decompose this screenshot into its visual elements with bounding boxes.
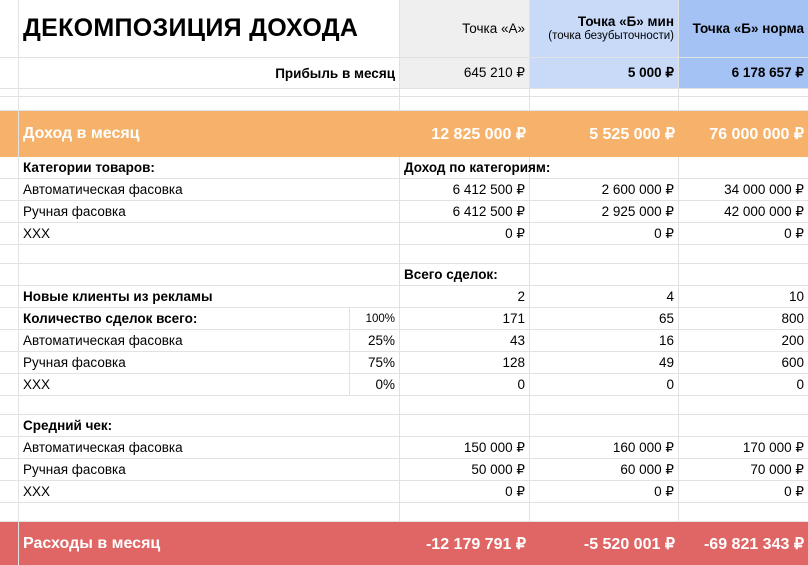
empty-cell <box>400 97 530 110</box>
profit-a[interactable]: 645 210 ₽ <box>400 58 530 88</box>
deal-category-b-norm[interactable]: 0 <box>796 377 804 392</box>
table-row <box>0 179 808 201</box>
empty-cell <box>530 415 679 436</box>
deal-category-name[interactable]: Автоматическая фасовка <box>19 330 350 351</box>
table-row <box>0 481 808 503</box>
empty-cell <box>679 89 808 96</box>
deal-category-pct[interactable]: 25% <box>350 330 400 351</box>
category-b-min[interactable]: 2 925 000 ₽ <box>530 201 679 222</box>
empty-cell <box>19 396 400 414</box>
empty-cell <box>530 89 679 96</box>
category-a[interactable]: 0 ₽ <box>400 223 530 244</box>
empty-cell <box>19 503 400 521</box>
avg-check-name[interactable]: Автоматическая фасовка <box>19 437 400 458</box>
deal-category-pct[interactable]: 75% <box>350 352 400 373</box>
row-gutter <box>0 437 19 458</box>
avg-check-a[interactable]: 150 000 ₽ <box>400 437 530 458</box>
avg-check-b-min[interactable]: 0 ₽ <box>530 481 679 502</box>
row-gutter <box>0 415 19 436</box>
empty-cell <box>19 89 400 96</box>
total-deals-a[interactable]: 171 <box>400 308 530 329</box>
table-row <box>0 308 808 330</box>
row-gutter <box>0 481 19 502</box>
avg-check-header-row <box>0 415 808 437</box>
table-row <box>0 437 808 459</box>
profit-b-min[interactable]: 5 000 ₽ <box>530 58 679 88</box>
avg-check-label[interactable]: Средний чек: <box>19 415 400 436</box>
table-row <box>0 201 808 223</box>
total-deals-b-norm[interactable]: 800 <box>781 311 804 326</box>
empty-cell <box>530 396 679 414</box>
deal-category-b-norm[interactable]: 200 <box>781 333 804 348</box>
row-gutter <box>0 522 19 565</box>
row-gutter <box>0 352 19 373</box>
deal-category-a[interactable]: 0 <box>400 374 530 395</box>
empty-cell <box>400 89 530 96</box>
empty-cell <box>19 245 400 263</box>
empty-cell <box>530 245 679 263</box>
deal-category-b-min[interactable]: 49 <box>530 352 679 373</box>
header-col-b-min-subtitle: (точка безубыточности) <box>548 29 674 42</box>
income-b-min[interactable]: 5 525 000 ₽ <box>530 111 679 157</box>
spacer-row <box>0 97 808 111</box>
deal-category-pct[interactable]: 0% <box>350 374 400 395</box>
deal-category-b-norm[interactable]: 600 <box>781 355 804 370</box>
row-gutter <box>0 396 19 414</box>
income-b-norm[interactable]: 76 000 000 ₽ <box>679 111 808 157</box>
empty-cell <box>679 396 808 414</box>
empty-cell <box>679 157 808 178</box>
expenses-a[interactable]: -12 179 791 ₽ <box>400 522 530 565</box>
row-gutter <box>0 58 19 88</box>
categories-label[interactable]: Категории товаров: <box>19 157 400 178</box>
avg-check-a[interactable]: 50 000 ₽ <box>400 459 530 480</box>
profit-row <box>0 58 808 89</box>
table-row <box>0 459 808 481</box>
empty-cell <box>400 245 530 263</box>
row-gutter <box>0 201 19 222</box>
empty-cell <box>19 264 400 285</box>
row-gutter <box>0 264 19 285</box>
profit-label[interactable]: Прибыль в месяц <box>19 58 400 88</box>
new-clients-b-min[interactable]: 4 <box>530 286 679 307</box>
category-name[interactable]: Автоматическая фасовка <box>19 179 400 200</box>
table-row <box>0 352 808 374</box>
avg-check-b-norm[interactable]: 0 ₽ <box>784 483 804 499</box>
avg-check-b-norm[interactable]: 70 000 ₽ <box>750 461 804 477</box>
header-col-a[interactable]: Точка «А» <box>400 0 530 57</box>
row-gutter <box>0 374 19 395</box>
category-b-min[interactable]: 0 ₽ <box>530 223 679 244</box>
category-b-norm[interactable]: 0 ₽ <box>784 225 804 241</box>
empty-cell <box>679 503 808 521</box>
income-row <box>0 111 808 157</box>
row-gutter <box>0 179 19 200</box>
row-gutter <box>0 111 19 157</box>
income-by-category-label[interactable]: Доход по категориям: <box>400 157 530 178</box>
spacer-row <box>0 396 808 415</box>
header-row <box>0 0 808 58</box>
category-b-min[interactable]: 2 600 000 ₽ <box>530 179 679 200</box>
category-name[interactable]: Ручная фасовка <box>19 201 400 222</box>
empty-cell <box>679 245 808 263</box>
header-col-b-min[interactable] <box>530 0 679 57</box>
avg-check-name[interactable]: Ручная фасовка <box>19 459 400 480</box>
row-gutter <box>0 330 19 351</box>
category-b-norm[interactable]: 34 000 000 ₽ <box>724 181 804 197</box>
table-row <box>0 223 808 245</box>
deals-header-row <box>0 264 808 286</box>
categories-header-row <box>0 157 808 179</box>
deals-label[interactable]: Всего сделок: <box>400 264 530 285</box>
header-col-b-min-title: Точка «Б» мин <box>577 13 674 29</box>
avg-check-name[interactable]: XXX <box>19 481 400 502</box>
total-deals-label[interactable]: Количество сделок всего: <box>19 308 350 329</box>
row-gutter <box>0 503 19 521</box>
row-gutter <box>0 89 19 96</box>
header-col-b-norm[interactable]: Точка «Б» норма <box>679 0 808 57</box>
category-b-norm[interactable]: 42 000 000 ₽ <box>724 203 804 219</box>
deal-category-name[interactable]: Ручная фасовка <box>19 352 350 373</box>
expenses-b-min[interactable]: -5 520 001 ₽ <box>530 522 679 565</box>
empty-cell <box>679 264 808 285</box>
empty-cell <box>400 503 530 521</box>
spacer-row <box>0 245 808 264</box>
income-label[interactable]: Доход в месяц <box>19 111 400 157</box>
spacer-row <box>0 503 808 522</box>
category-a[interactable]: 6 412 500 ₽ <box>400 201 530 222</box>
empty-cell <box>530 157 679 178</box>
spacer-row <box>0 89 808 97</box>
new-clients-b-norm[interactable]: 10 <box>788 289 804 304</box>
table-row <box>0 374 808 396</box>
row-gutter <box>0 157 19 178</box>
expenses-row <box>0 522 808 565</box>
category-a[interactable]: 6 412 500 ₽ <box>400 179 530 200</box>
category-name[interactable]: XXX <box>19 223 400 244</box>
empty-cell <box>530 97 679 110</box>
avg-check-b-min[interactable]: 160 000 ₽ <box>530 437 679 458</box>
page-title[interactable]: ДЕКОМПОЗИЦИЯ ДОХОДА <box>19 0 400 57</box>
avg-check-b-norm[interactable]: 170 000 ₽ <box>742 439 804 455</box>
row-gutter <box>0 245 19 263</box>
empty-cell <box>530 264 679 285</box>
expenses-b-norm[interactable]: -69 821 343 ₽ <box>679 522 808 565</box>
empty-cell <box>530 503 679 521</box>
empty-cell <box>679 415 808 436</box>
table-row <box>0 286 808 308</box>
deal-category-b-min[interactable]: 16 <box>530 330 679 351</box>
total-deals-b-min[interactable]: 65 <box>530 308 679 329</box>
new-clients-label[interactable]: Новые клиенты из рекламы <box>19 286 400 307</box>
row-gutter <box>0 308 19 329</box>
new-clients-a[interactable]: 2 <box>400 286 530 307</box>
empty-cell <box>679 97 808 110</box>
avg-check-b-min[interactable]: 60 000 ₽ <box>530 459 679 480</box>
empty-cell <box>19 97 400 110</box>
expenses-label[interactable]: Расходы в месяц <box>19 522 400 565</box>
row-gutter <box>0 223 19 244</box>
row-gutter <box>0 459 19 480</box>
avg-check-a[interactable]: 0 ₽ <box>400 481 530 502</box>
row-gutter <box>0 0 19 57</box>
deal-category-b-min[interactable]: 0 <box>530 374 679 395</box>
deal-category-a[interactable]: 128 <box>400 352 530 373</box>
deal-category-a[interactable]: 43 <box>400 330 530 351</box>
row-gutter <box>0 286 19 307</box>
profit-b-norm[interactable]: 6 178 657 ₽ <box>679 58 808 88</box>
total-deals-pct[interactable]: 100% <box>350 308 400 329</box>
row-gutter <box>0 97 19 110</box>
deal-category-name[interactable]: XXX <box>19 374 350 395</box>
empty-cell <box>400 396 530 414</box>
table-row <box>0 330 808 352</box>
income-a[interactable]: 12 825 000 ₽ <box>400 111 530 157</box>
empty-cell <box>400 415 530 436</box>
